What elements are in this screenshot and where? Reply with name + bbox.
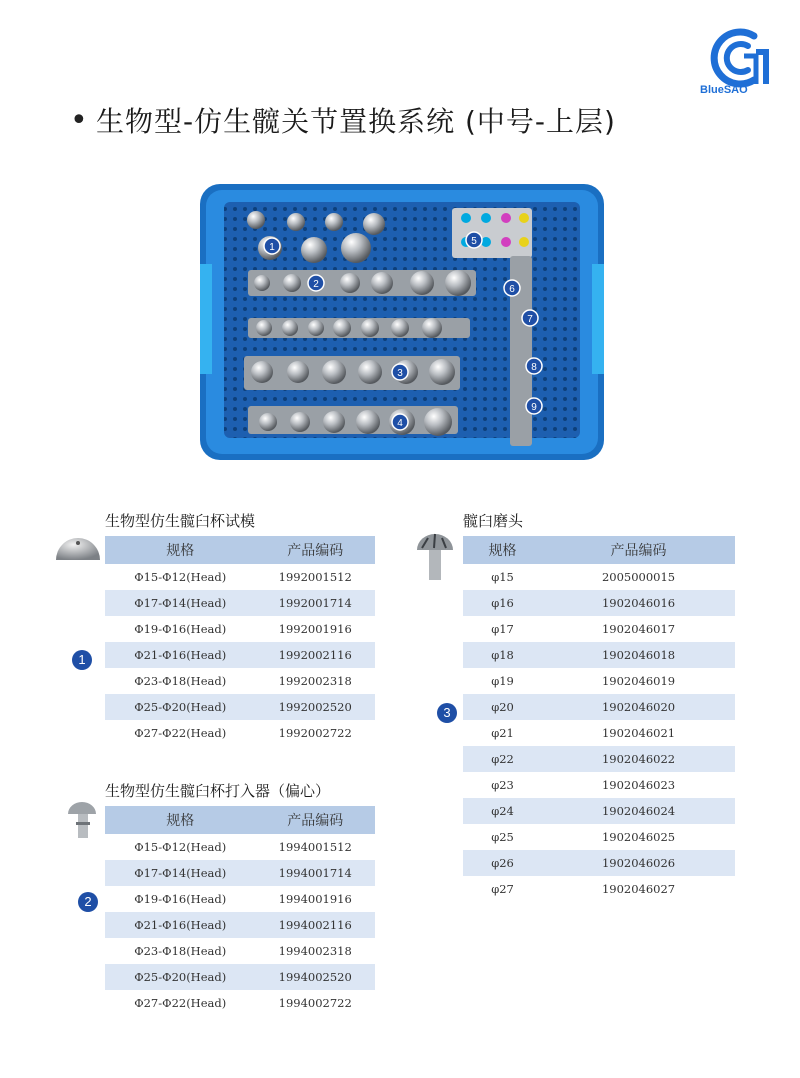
code-cell: 1994002722 <box>278 996 352 1010</box>
spec-cell: Φ15-Φ12(Head) <box>134 840 227 854</box>
code-cell: 1992002116 <box>255 642 375 668</box>
table-row <box>463 720 735 746</box>
code-cell: 1902046017 <box>601 622 676 636</box>
table-row <box>105 564 375 590</box>
code-cell: 1902046016 <box>542 590 735 616</box>
spec-cell: φ15 <box>491 570 514 584</box>
badge-3: 3 <box>437 703 457 723</box>
table-row <box>463 694 735 720</box>
table-row <box>105 694 375 720</box>
tray-callout-2: 2 <box>313 279 319 290</box>
spec-cell: φ21 <box>491 726 514 740</box>
spec-cell: φ18 <box>463 642 542 668</box>
spec-cell: Φ27-Φ22(Head) <box>134 726 227 740</box>
spec-cell: φ24 <box>463 798 542 824</box>
tray-callout-8: 8 <box>531 362 537 373</box>
spec-cell: φ20 <box>463 694 542 720</box>
table-row <box>463 564 735 590</box>
table-row <box>105 886 375 912</box>
code-cell: 1902046027 <box>601 882 676 896</box>
instrument-tray-photo <box>200 184 604 460</box>
tray-callout-6: 6 <box>509 284 515 295</box>
code-cell: 1902046025 <box>601 830 676 844</box>
code-cell: 1902046020 <box>542 694 735 720</box>
cup-impactor-icon <box>62 800 102 840</box>
spec-cell: φ17 <box>491 622 514 636</box>
code-header: 产品编码 <box>255 806 375 834</box>
code-cell: 1992002722 <box>278 726 352 740</box>
spec-header: 规格 <box>105 536 255 564</box>
table-row <box>105 964 375 990</box>
spec-cell: Φ23-Φ18(Head) <box>134 674 227 688</box>
trial-table <box>105 536 375 746</box>
table-row <box>463 668 735 694</box>
tray-callout-5: 5 <box>471 236 477 247</box>
code-cell: 1994001916 <box>278 892 352 906</box>
tray-callout-3: 3 <box>397 368 403 379</box>
spec-cell: Φ21-Φ16(Head) <box>105 912 255 938</box>
table-row <box>105 616 375 642</box>
spec-cell: φ16 <box>463 590 542 616</box>
code-cell: 1902046018 <box>542 642 735 668</box>
table-row <box>463 824 735 850</box>
code-cell: 1992001916 <box>278 622 352 636</box>
table-row <box>463 798 735 824</box>
spec-cell: φ27 <box>491 882 514 896</box>
impactor-table <box>105 806 375 1016</box>
code-cell: 1902046024 <box>542 798 735 824</box>
table-row <box>105 912 375 938</box>
code-header: 产品编码 <box>542 536 735 564</box>
logo-wordmark: BlueSAO <box>700 84 748 96</box>
reamer-table <box>463 536 735 902</box>
table-row <box>463 590 735 616</box>
table-row <box>105 860 375 886</box>
spec-header: 规格 <box>105 806 255 834</box>
code-cell: 1992002318 <box>278 674 352 688</box>
code-cell: 1992002520 <box>255 694 375 720</box>
table-row <box>105 590 375 616</box>
table-row <box>105 642 375 668</box>
code-cell: 1994002318 <box>278 944 352 958</box>
reamer-section-title: 髋臼磨头 <box>463 512 524 530</box>
table-row <box>463 746 735 772</box>
table-row <box>105 720 375 746</box>
spec-cell: Φ19-Φ16(Head) <box>134 622 227 636</box>
page-title: 生物型-仿生髋关节置换系统 (中号-上层) <box>96 105 616 138</box>
title-bullet: • <box>70 103 88 138</box>
code-cell: 1994001714 <box>255 860 375 886</box>
spec-cell: Φ15-Φ12(Head) <box>134 570 227 584</box>
table-row <box>463 876 735 902</box>
spec-cell: Φ21-Φ16(Head) <box>105 642 255 668</box>
spec-cell: Φ17-Φ14(Head) <box>105 590 255 616</box>
table-row <box>105 668 375 694</box>
table-row <box>463 642 735 668</box>
table-row <box>105 938 375 964</box>
code-cell: 1902046019 <box>601 674 676 688</box>
spec-cell: Φ27-Φ22(Head) <box>134 996 227 1010</box>
code-cell: 1902046026 <box>542 850 735 876</box>
code-cell: 1902046022 <box>542 746 735 772</box>
code-header: 产品编码 <box>255 536 375 564</box>
tray-callout-4: 4 <box>397 418 403 429</box>
spec-cell: Φ25-Φ20(Head) <box>105 964 255 990</box>
code-cell: 1902046023 <box>601 778 676 792</box>
spec-cell: Φ23-Φ18(Head) <box>134 944 227 958</box>
trial-section-title: 生物型仿生髋臼杯试模 <box>105 512 256 530</box>
code-cell: 1992001714 <box>255 590 375 616</box>
table-row <box>105 834 375 860</box>
table-row <box>463 616 735 642</box>
acetabular-reamer-icon <box>414 530 456 582</box>
spec-cell: Φ17-Φ14(Head) <box>105 860 255 886</box>
code-cell: 1994002520 <box>255 964 375 990</box>
spec-cell: φ23 <box>491 778 514 792</box>
spec-cell: φ26 <box>463 850 542 876</box>
spec-cell: φ22 <box>463 746 542 772</box>
tray-callout-9: 9 <box>531 402 537 413</box>
code-cell: 1902046021 <box>601 726 676 740</box>
acetabular-cup-trial-icon <box>54 536 102 564</box>
tray-callout-1: 1 <box>269 242 275 253</box>
spec-header: 规格 <box>463 536 542 564</box>
spec-cell: Φ19-Φ16(Head) <box>134 892 227 906</box>
code-cell: 1992001512 <box>278 570 352 584</box>
code-cell: 2005000015 <box>601 570 676 584</box>
badge-2: 2 <box>78 892 98 912</box>
spec-cell: Φ25-Φ20(Head) <box>105 694 255 720</box>
tray-callout-7: 7 <box>527 314 533 325</box>
badge-1: 1 <box>72 650 92 670</box>
code-cell: 1994001512 <box>278 840 352 854</box>
code-cell: 1994002116 <box>255 912 375 938</box>
spec-cell: φ25 <box>491 830 514 844</box>
table-row <box>463 850 735 876</box>
table-row <box>105 990 375 1016</box>
impactor-section-title: 生物型仿生髋臼杯打入器（偏心） <box>105 782 331 800</box>
table-row <box>463 772 735 798</box>
spec-cell: φ19 <box>491 674 514 688</box>
